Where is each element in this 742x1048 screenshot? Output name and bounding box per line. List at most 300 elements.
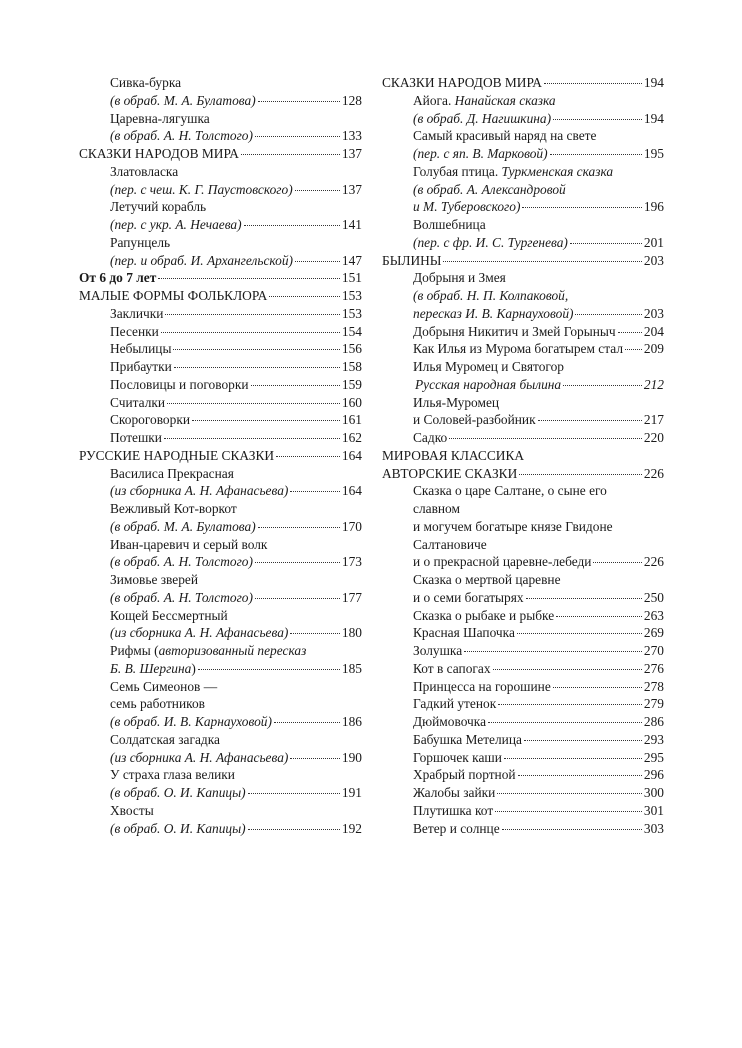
toc-entry-title bbox=[79, 447, 274, 465]
toc-entry-text: Скороговорки bbox=[110, 412, 190, 428]
toc-entry bbox=[79, 695, 362, 713]
toc-entry-text: пересказ И. В. Карнауховой) bbox=[413, 305, 574, 321]
toc-entry-title bbox=[413, 164, 613, 179]
toc-page-number: 147 bbox=[341, 252, 362, 268]
toc-entry-text: Голубая птица. bbox=[413, 163, 502, 179]
toc-entry-text: и о семи богатырях bbox=[413, 589, 524, 605]
toc-entry bbox=[79, 553, 362, 571]
toc-entry bbox=[382, 731, 664, 749]
dot-leader bbox=[274, 722, 340, 723]
toc-entry bbox=[382, 465, 664, 483]
dot-leader bbox=[174, 367, 340, 368]
toc-entry bbox=[382, 571, 664, 589]
toc-entry-text: (в обраб. А. Н. Толстого) bbox=[110, 128, 253, 144]
toc-entry-text: (в обраб. А. Александровой bbox=[413, 181, 566, 197]
toc-page-number: 270 bbox=[643, 643, 664, 658]
toc-entry-text: РУССКИЕ НАРОДНЫЕ СКАЗКИ bbox=[79, 447, 275, 463]
dot-leader bbox=[519, 474, 642, 475]
toc-entry bbox=[382, 181, 664, 199]
toc-page-number: 250 bbox=[643, 589, 664, 605]
toc-page-number: 137 bbox=[341, 181, 362, 197]
toc-entry bbox=[382, 287, 664, 305]
toc-entry-title bbox=[413, 678, 551, 696]
toc-entry-title bbox=[413, 820, 500, 838]
toc-entry-text: БЫЛИНЫ bbox=[382, 252, 442, 268]
toc-page-number: 153 bbox=[341, 288, 362, 303]
toc-entry-text: Пословицы и поговорки bbox=[110, 376, 249, 392]
toc-entry-text: СКАЗКИ НАРОДОВ МИРА bbox=[79, 146, 239, 161]
toc-entry-text: Ветер и солнце bbox=[413, 820, 500, 836]
dot-leader bbox=[244, 225, 340, 226]
toc-entry-text: Садко bbox=[413, 430, 448, 445]
dot-leader bbox=[563, 385, 642, 386]
toc-entry bbox=[79, 518, 362, 536]
toc-page-number: 151 bbox=[341, 270, 362, 286]
dot-leader bbox=[449, 438, 642, 439]
toc-entry bbox=[79, 536, 362, 554]
toc-entry bbox=[382, 305, 664, 323]
toc-page-number: 203 bbox=[643, 252, 664, 268]
toc-entry bbox=[79, 358, 362, 376]
toc-page-number: 160 bbox=[341, 394, 362, 410]
dot-leader bbox=[526, 598, 642, 599]
toc-entry-title bbox=[110, 482, 288, 500]
toc-page-number: 279 bbox=[643, 696, 664, 712]
toc-entry-title bbox=[413, 145, 548, 163]
toc-entry-title bbox=[413, 642, 462, 660]
dot-leader bbox=[556, 616, 642, 617]
toc-entry-title bbox=[413, 766, 516, 784]
toc-entry-title bbox=[413, 784, 495, 802]
toc-entry bbox=[79, 127, 362, 145]
toc-entry bbox=[79, 429, 362, 447]
toc-page-number: 301 bbox=[643, 802, 664, 818]
dot-leader bbox=[575, 314, 641, 315]
toc-entry-title bbox=[110, 713, 272, 731]
toc-entry bbox=[382, 411, 664, 429]
toc-entry bbox=[382, 660, 664, 678]
toc-entry-text: (из сборника А. Н. Афанасьева) bbox=[110, 625, 289, 641]
toc-entry-title: Хвосты bbox=[110, 802, 154, 818]
toc-entry-text: (в обраб. А. Н. Толстого) bbox=[110, 589, 253, 605]
toc-page-number: 180 bbox=[341, 625, 362, 641]
toc-page-number: 137 bbox=[341, 146, 362, 161]
toc-entry-text: (в обраб. А. Н. Толстого) bbox=[110, 554, 253, 570]
toc-entry bbox=[79, 376, 362, 394]
dot-leader bbox=[550, 154, 642, 155]
toc-entry-title: Сказка о царе Салтане, о сыне его bbox=[413, 483, 607, 499]
toc-entry-text: (пер. с укр. А. Нечаева) bbox=[110, 217, 242, 232]
toc-entry-title bbox=[110, 394, 165, 412]
toc-entry bbox=[382, 447, 664, 465]
toc-entry-title: Самый красивый наряд на свете bbox=[413, 128, 597, 144]
toc-entry-title bbox=[413, 589, 524, 607]
toc-entry bbox=[382, 127, 664, 145]
toc-entry-text: (пер. с чеш. К. Г. Паустовского) bbox=[110, 181, 293, 197]
toc-entry-title bbox=[413, 198, 520, 216]
toc-entry-text: Горшочек каши bbox=[413, 749, 502, 765]
toc-entry-text: Прибаутки bbox=[110, 359, 172, 374]
toc-entry bbox=[382, 163, 664, 181]
toc-entry-text: Гадкий утенок bbox=[413, 696, 497, 712]
toc-page-number: 128 bbox=[341, 92, 362, 108]
toc-entry-title bbox=[413, 234, 568, 252]
toc-entry-text: Айога. bbox=[413, 92, 455, 108]
toc-entry bbox=[382, 802, 664, 820]
dot-leader bbox=[255, 562, 340, 563]
toc-entry-title bbox=[110, 358, 172, 376]
toc-entry-text: Сказка о рыбаке и рыбке bbox=[413, 607, 555, 623]
toc-entry-title: Зимовье зверей bbox=[110, 572, 199, 587]
toc-entry-text: Жалобы зайки bbox=[413, 785, 496, 800]
toc-page-number: 153 bbox=[341, 305, 362, 321]
toc-entry bbox=[382, 642, 664, 660]
toc-page-number: 303 bbox=[643, 820, 664, 836]
toc-entry-title: Солдатская загадка bbox=[110, 731, 220, 747]
toc-entry-text: (в обраб. М. А. Булатова) bbox=[110, 518, 256, 534]
toc-entry-title: Сказка о мертвой царевне bbox=[413, 572, 561, 587]
toc-entry-text: Принцесса на горошине bbox=[413, 678, 551, 694]
toc-page-number: 156 bbox=[341, 341, 362, 357]
toc-page-number: 226 bbox=[643, 554, 664, 570]
toc-page-number: 276 bbox=[643, 660, 664, 676]
toc-entry-text: Дюймовочка bbox=[413, 714, 487, 729]
toc-entry bbox=[79, 216, 362, 234]
toc-entry-title: славном bbox=[413, 501, 460, 516]
toc-entry-text: (из сборника А. Н. Афанасьева) bbox=[110, 483, 289, 499]
toc-entry bbox=[382, 766, 664, 784]
toc-entry-title: Сивка-бурка bbox=[110, 75, 182, 90]
toc-entry bbox=[79, 198, 362, 216]
toc-entry-title bbox=[110, 589, 253, 607]
toc-entry-title: Рапунцель bbox=[110, 234, 171, 250]
toc-entry bbox=[382, 589, 664, 607]
toc-page-number: 204 bbox=[643, 323, 664, 339]
toc-entry-title bbox=[413, 660, 491, 678]
dot-leader bbox=[167, 403, 340, 404]
toc-entry bbox=[79, 589, 362, 607]
toc-entry-title bbox=[413, 110, 551, 128]
toc-entry bbox=[382, 145, 664, 163]
toc-page-number: 203 bbox=[643, 305, 664, 321]
dot-leader bbox=[553, 687, 642, 688]
toc-entry-text: (в обраб. О. И. Капицы) bbox=[110, 820, 246, 836]
toc-entry bbox=[382, 518, 664, 536]
toc-entry-text: (в обраб. М. А. Булатова) bbox=[110, 92, 256, 108]
toc-entry-text: Храбрый портной bbox=[413, 767, 516, 783]
toc-entry bbox=[79, 181, 362, 199]
toc-page-number: 295 bbox=[643, 749, 664, 765]
toc-entry-title bbox=[110, 784, 246, 802]
toc-entry-title bbox=[413, 802, 493, 820]
toc-entry-title bbox=[110, 92, 256, 110]
toc-entry-title bbox=[413, 713, 486, 731]
toc-entry bbox=[382, 269, 664, 287]
toc-entry bbox=[79, 145, 362, 163]
dot-leader bbox=[498, 704, 642, 705]
toc-entry bbox=[79, 660, 362, 678]
toc-entry-title bbox=[413, 695, 496, 713]
toc-entry-title bbox=[110, 553, 253, 571]
dot-leader bbox=[161, 332, 340, 333]
toc-entry-title bbox=[413, 411, 536, 429]
toc-entry-text: и М. Туберовского) bbox=[413, 199, 521, 215]
toc-entry-title: Иван-царевич и серый волк bbox=[110, 536, 268, 552]
toc-entry-text: и Соловей-разбойник bbox=[413, 412, 536, 428]
dot-leader bbox=[464, 651, 642, 652]
toc-entry-text: авторизованный пересказ bbox=[158, 643, 307, 658]
toc-entry bbox=[79, 607, 362, 625]
toc-entry-title bbox=[110, 305, 163, 323]
toc-entry bbox=[382, 110, 664, 128]
toc-entry bbox=[382, 607, 664, 625]
toc-entry-title bbox=[110, 624, 288, 642]
toc-entry-text: (в обраб. Н. П. Колпаковой, bbox=[413, 288, 569, 303]
toc-page-number: 164 bbox=[341, 447, 362, 463]
toc-entry-text: Золушка bbox=[413, 643, 463, 658]
toc-entry bbox=[79, 323, 362, 341]
toc-entry-title bbox=[110, 411, 190, 429]
dot-leader bbox=[502, 829, 642, 830]
dot-leader bbox=[269, 296, 340, 297]
toc-entry-text: ) bbox=[191, 660, 196, 676]
toc-page-number: 217 bbox=[643, 412, 664, 428]
dot-leader bbox=[198, 669, 340, 670]
toc-entry-title: Илья-Муромец bbox=[413, 394, 500, 410]
toc-entry-title: Царевна-лягушка bbox=[110, 110, 210, 126]
toc-entry bbox=[382, 234, 664, 252]
toc-entry-title bbox=[413, 607, 554, 625]
toc-page-number: 185 bbox=[341, 660, 362, 676]
toc-entry bbox=[382, 500, 664, 518]
toc-entry-text: (пер. и обраб. И. Архангельской) bbox=[110, 252, 293, 268]
dot-leader bbox=[241, 154, 340, 155]
toc-entry-title bbox=[413, 323, 616, 341]
toc-page-number: 159 bbox=[341, 376, 362, 392]
toc-entry-text: Как Илья из Мурома богатырем стал bbox=[413, 341, 624, 357]
dot-leader bbox=[495, 811, 642, 812]
toc-entry-text: Красная Шапочка bbox=[413, 625, 515, 641]
toc-entry-title bbox=[413, 93, 556, 108]
toc-entry bbox=[382, 695, 664, 713]
dot-leader bbox=[258, 527, 340, 528]
toc-entry-text: АВТОРСКИЕ СКАЗКИ bbox=[382, 465, 518, 481]
toc-entry-title bbox=[110, 323, 159, 341]
toc-entry bbox=[79, 766, 362, 784]
toc-entry bbox=[382, 323, 664, 341]
toc-entry-text: (в обраб. О. И. Капицы) bbox=[110, 785, 246, 800]
toc-entry-title bbox=[79, 287, 267, 305]
toc-entry-title bbox=[110, 252, 293, 270]
dot-leader bbox=[251, 385, 340, 386]
dot-leader bbox=[497, 793, 642, 794]
toc-entry-title: Летучий корабль bbox=[110, 199, 207, 215]
toc-entry-text: Заклички bbox=[110, 305, 164, 321]
toc-page-number: 300 bbox=[643, 785, 664, 800]
dot-leader bbox=[158, 278, 340, 279]
toc-page-number: 191 bbox=[341, 785, 362, 800]
toc-entry-text: Бабушка Метелица bbox=[413, 731, 522, 747]
toc-entry bbox=[79, 465, 362, 483]
toc-entry bbox=[79, 92, 362, 110]
dot-leader bbox=[173, 349, 339, 350]
toc-entry-title bbox=[110, 660, 196, 678]
dot-leader bbox=[538, 420, 642, 421]
toc-column-right bbox=[382, 74, 664, 837]
toc-entry-title bbox=[110, 216, 242, 234]
dot-leader bbox=[295, 261, 340, 262]
toc-entry-title bbox=[413, 288, 568, 303]
toc-entry-text: Небылицы bbox=[110, 341, 172, 357]
toc-entry-title bbox=[413, 182, 566, 197]
toc-entry bbox=[382, 820, 664, 838]
toc-entry bbox=[79, 802, 362, 820]
toc-entry bbox=[79, 163, 362, 181]
toc-entry-text: Туркменская сказка bbox=[501, 163, 614, 179]
toc-page-number: 177 bbox=[341, 589, 362, 605]
toc-entry-text: Песенки bbox=[110, 323, 159, 339]
toc-page-number: 296 bbox=[643, 767, 664, 783]
dot-leader bbox=[295, 190, 340, 191]
toc-page-number: 201 bbox=[643, 234, 664, 250]
toc-entry-title: Василиса Прекрасная bbox=[110, 465, 234, 481]
toc-page-number: 170 bbox=[341, 518, 362, 534]
toc-page-number: 220 bbox=[643, 430, 664, 445]
toc-entry bbox=[79, 234, 362, 252]
toc-entry bbox=[382, 784, 664, 802]
toc-page-number: 154 bbox=[341, 323, 362, 339]
dot-leader bbox=[165, 314, 339, 315]
dot-leader bbox=[290, 491, 340, 492]
toc-entry-text: (из сборника А. Н. Афанасьева) bbox=[110, 749, 289, 765]
toc-entry-text: Русская народная былина bbox=[415, 376, 562, 392]
toc-entry-title: Семь Симеонов — bbox=[110, 678, 218, 694]
toc-entry-title: Волшебница bbox=[413, 217, 486, 232]
dot-leader bbox=[544, 83, 642, 84]
toc-entry bbox=[79, 500, 362, 518]
dot-leader bbox=[290, 633, 340, 634]
toc-page-number: 293 bbox=[643, 731, 664, 747]
toc-entry bbox=[382, 198, 664, 216]
toc-entry-title bbox=[382, 465, 517, 483]
toc-entry bbox=[79, 252, 362, 270]
toc-entry bbox=[382, 394, 664, 412]
toc-entry-text: Добрыня Никитич и Змей Горыныч bbox=[413, 323, 616, 339]
toc-entry bbox=[382, 553, 664, 571]
dot-leader bbox=[276, 456, 340, 457]
toc-page-number: 194 bbox=[643, 75, 664, 90]
toc-entry bbox=[79, 74, 362, 92]
dot-leader bbox=[248, 793, 340, 794]
toc-page-number: 192 bbox=[341, 820, 362, 836]
toc-page-number: 164 bbox=[341, 483, 362, 499]
toc-page-number: 194 bbox=[643, 110, 664, 126]
toc-entry-title bbox=[413, 305, 573, 323]
dot-leader bbox=[255, 598, 340, 599]
toc-entry bbox=[382, 713, 664, 731]
toc-entry-title bbox=[413, 731, 522, 749]
toc-entry-title: Добрыня и Змея bbox=[413, 270, 506, 286]
dot-leader bbox=[524, 740, 642, 741]
toc-entry bbox=[79, 571, 362, 589]
toc-entry bbox=[79, 447, 362, 465]
toc-entry bbox=[382, 340, 664, 358]
toc-entry-text: МАЛЫЕ ФОРМЫ ФОЛЬКЛОРА bbox=[79, 288, 268, 303]
dot-leader bbox=[618, 332, 642, 333]
toc-entry-title bbox=[110, 181, 293, 199]
toc-entry-title: Салтановиче bbox=[413, 536, 487, 552]
dot-leader bbox=[570, 243, 642, 244]
toc-entry-title: У страха глаза велики bbox=[110, 767, 235, 783]
toc-entry-title bbox=[382, 74, 542, 92]
toc-entry bbox=[79, 269, 362, 287]
toc-entry-text: (пер. с яп. В. Марковой) bbox=[413, 146, 548, 161]
toc-page-number: 141 bbox=[341, 217, 362, 232]
toc-entry bbox=[382, 482, 664, 500]
toc-entry bbox=[382, 252, 664, 270]
toc-entry bbox=[382, 92, 664, 110]
toc-entry-title bbox=[415, 376, 561, 394]
dot-leader bbox=[255, 136, 340, 137]
toc-entry bbox=[79, 411, 362, 429]
toc-entry-title bbox=[110, 429, 162, 447]
dot-leader bbox=[522, 207, 641, 208]
toc-entry bbox=[382, 216, 664, 234]
dot-leader bbox=[192, 420, 340, 421]
toc-entry bbox=[79, 482, 362, 500]
toc-entry-title bbox=[413, 624, 515, 642]
toc-entry bbox=[79, 287, 362, 305]
toc-entry bbox=[79, 820, 362, 838]
toc-entry-title bbox=[79, 145, 239, 163]
toc-page-number: 263 bbox=[643, 607, 664, 623]
toc-entry-title: Златовласка bbox=[110, 163, 179, 179]
toc-page-number: 161 bbox=[341, 412, 362, 428]
toc-entry-text: Кот в сапогах bbox=[413, 660, 491, 676]
toc-page-number: 162 bbox=[341, 430, 362, 445]
toc-page-number: 196 bbox=[643, 199, 664, 215]
toc-page-number: 278 bbox=[643, 678, 664, 694]
dot-leader bbox=[518, 775, 642, 776]
dot-leader bbox=[504, 758, 642, 759]
toc-entry-title bbox=[110, 643, 306, 658]
toc-page-number: 186 bbox=[341, 714, 362, 729]
toc-page-number: 209 bbox=[643, 341, 664, 357]
toc-entry-title: Вежливый Кот-воркот bbox=[110, 501, 237, 516]
toc-entry bbox=[382, 678, 664, 696]
toc-entry bbox=[382, 429, 664, 447]
toc-entry bbox=[382, 536, 664, 554]
toc-entry-title bbox=[79, 269, 156, 287]
dot-leader bbox=[443, 261, 641, 262]
toc-entry-title: семь работников bbox=[110, 696, 205, 712]
toc-entry bbox=[79, 110, 362, 128]
toc-entry-text: (пер. с фр. И. С. Тургенева) bbox=[413, 234, 568, 250]
toc-page-number: 226 bbox=[643, 465, 664, 481]
toc-entry bbox=[79, 713, 362, 731]
toc-entry-title bbox=[413, 553, 591, 571]
toc-entry bbox=[79, 624, 362, 642]
toc-entry-text: (в обраб. Д. Нагишкина) bbox=[413, 110, 552, 126]
toc-entry-text: Нанайская сказка bbox=[454, 92, 556, 108]
toc-entry bbox=[79, 678, 362, 696]
dot-leader bbox=[593, 562, 641, 563]
toc-entry-text: и о прекрасной царевне-лебеди bbox=[413, 554, 592, 570]
toc-entry bbox=[79, 749, 362, 767]
toc-entry-text: Потешки bbox=[110, 430, 162, 445]
toc-entry-title: Кощей Бессмертный bbox=[110, 607, 228, 623]
toc-entry-text: СКАЗКИ НАРОДОВ МИРА bbox=[382, 75, 542, 90]
